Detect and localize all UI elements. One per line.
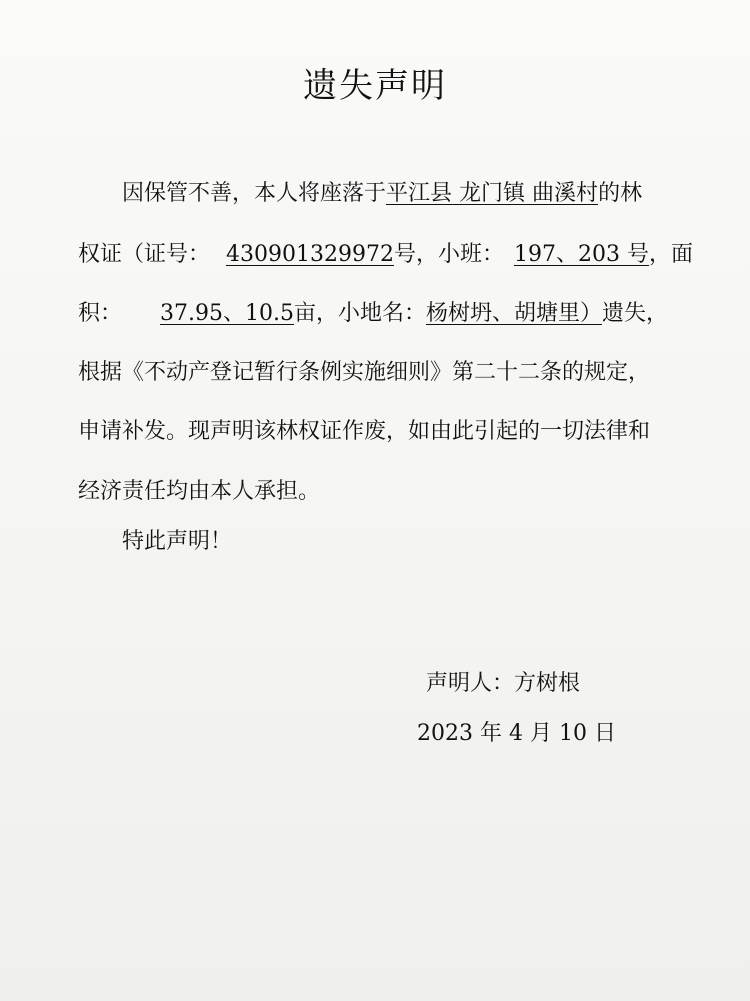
town-name: 龙门镇	[459, 181, 526, 206]
place-name: 杨树坍、胡塘里）	[426, 301, 603, 326]
body-line-2	[78, 237, 693, 268]
body-text: 亩，小地名：	[293, 301, 426, 326]
body-text: 权证（证号：	[78, 242, 211, 267]
body-text: 号，小班：	[393, 242, 504, 267]
body-line-3	[78, 296, 668, 327]
document-title: 遗失声明	[303, 66, 447, 106]
plot-number: 197、203 号	[514, 242, 649, 267]
body-text: ，面	[648, 242, 693, 267]
body-line-6: 经济责任均由本人承担。	[78, 479, 321, 504]
declarant-signature: 声明人：方树根	[426, 671, 581, 696]
body-line-1	[122, 176, 642, 207]
closing-line: 特此声明！	[122, 529, 233, 554]
underline-gap	[525, 181, 532, 206]
underline-gap	[452, 181, 459, 206]
body-text: 积：	[78, 301, 123, 326]
body-text: 的林	[598, 181, 643, 206]
village-name: 曲溪村	[532, 181, 599, 206]
county-name: 平江县	[386, 181, 453, 206]
declaration-date: 2023 年 4 月 10 日	[417, 721, 616, 746]
body-line-5: 申请补发。现声明该林权证作废，如由此引起的一切法律和	[78, 419, 651, 444]
certificate-number: 430901329972	[226, 242, 394, 267]
body-text: 因保管不善，本人将座落于	[122, 181, 387, 206]
body-line-4: 根据《不动产登记暂行条例实施细则》第二十二条的规定，	[78, 360, 651, 385]
area-value: 37.95、10.5	[160, 301, 294, 326]
body-text: 遗失，	[602, 301, 669, 326]
